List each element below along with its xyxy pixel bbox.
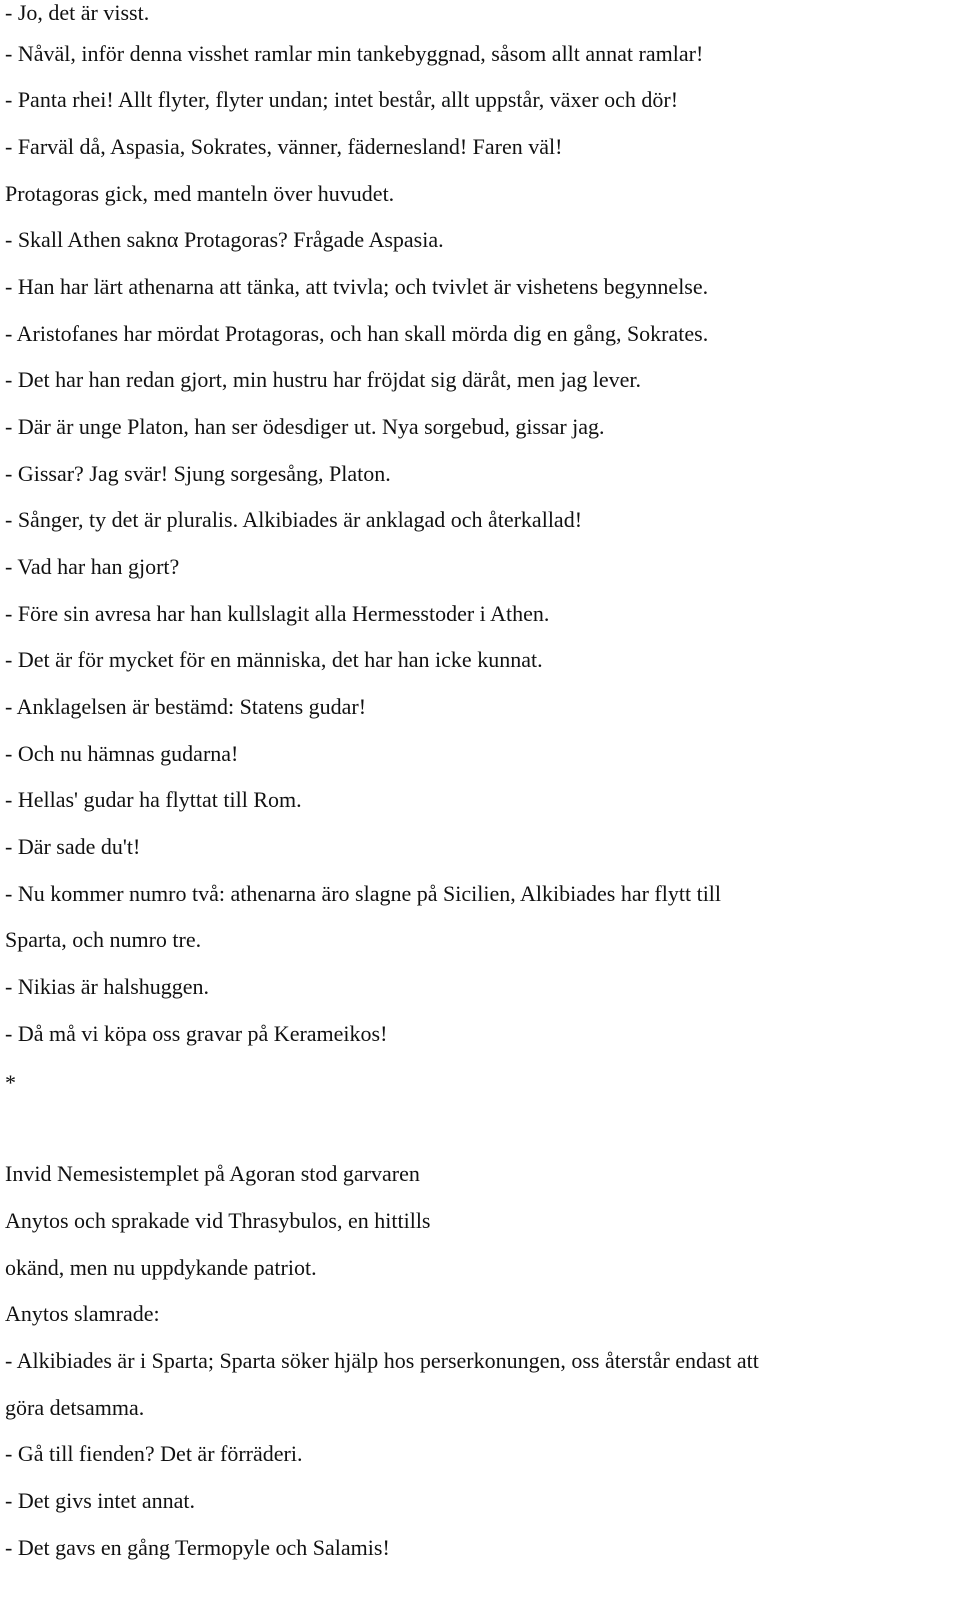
text-line: - Då må vi köpa oss gravar på Kerameikos! [5, 1021, 388, 1046]
text-line: - Aristofanes har mördat Protagoras, och han skall mörda dig en gång, Sokrates. [5, 321, 709, 346]
text-line: - Före sin avresa har han kullslagit alla Hermesstoder i Athen. [5, 601, 550, 626]
text-line: Anytos slamrade: [5, 1301, 160, 1326]
text-line: - Det har han redan gjort, min hustru har fröjdat sig däråt, men jag lever. [5, 367, 641, 392]
text-line: - Det gavs en gång Termopyle och Salamis! [5, 1535, 390, 1560]
text-line: Anytos och sprakade vid Thrasybulos, en hittills [5, 1208, 431, 1233]
text-line: - Han har lärt athenarna att tänka, att tvivla; och tvivlet är vishetens begynnelse. [5, 274, 709, 299]
text-line: okänd, men nu uppdykande patriot. [5, 1255, 317, 1280]
text-line: - Nåväl, inför denna visshet ramlar min tankebyggnad, såsom allt annat ramlar! [5, 41, 704, 66]
text-line: - Jo, det är visst. [5, 0, 150, 25]
text-line: - Farväl då, Aspasia, Sokrates, vänner, fädernesland! Faren väl! [5, 134, 563, 159]
text-line: - Det givs intet annat. [5, 1488, 196, 1513]
text-line: - Skall Athen saknα Protagoras? Frågade Aspasia. [5, 227, 444, 252]
section-separator: * [5, 1070, 16, 1095]
text-line: Protagoras gick, med manteln över huvudet. [5, 181, 395, 206]
text-line: - Gå till fienden? Det är förräderi. [5, 1441, 303, 1466]
text-line: - Det är för mycket för en människa, det har han icke kunnat. [5, 647, 543, 672]
text-line: - Där är unge Platon, han ser ödesdiger ut. Nya sorgebud, gissar jag. [5, 414, 605, 439]
text-line: Invid Nemesistemplet på Agoran stod garvaren [5, 1161, 420, 1186]
text-line: - Sånger, ty det är pluralis. Alkibiades är anklagad och återkallad! [5, 507, 583, 532]
text-line: - Panta rhei! Allt flyter, flyter undan; intet består, allt uppstår, växer och dör! [5, 87, 679, 112]
text-line: - Där sade du't! [5, 834, 141, 859]
text-line: - Hellas' gudar ha flyttat till Rom. [5, 787, 302, 812]
text-line: - Alkibiades är i Sparta; Sparta söker hjälp hos perserkonungen, oss återstår endast att [5, 1348, 759, 1373]
text-line: - Nu kommer numro två: athenarna äro slagne på Sicilien, Alkibiades har flytt till [5, 881, 722, 906]
text-line: göra detsamma. [5, 1395, 145, 1420]
text-line: Sparta, och numro tre. [5, 927, 202, 952]
text-line: - Gissar? Jag svär! Sjung sorgesång, Platon. [5, 461, 391, 486]
text-line: - Vad har han gjort? [5, 554, 180, 579]
text-line: - Och nu hämnas gudarna! [5, 741, 239, 766]
text-line: - Nikias är halshuggen. [5, 974, 210, 999]
text-line: - Anklagelsen är bestämd: Statens gudar! [5, 694, 367, 719]
